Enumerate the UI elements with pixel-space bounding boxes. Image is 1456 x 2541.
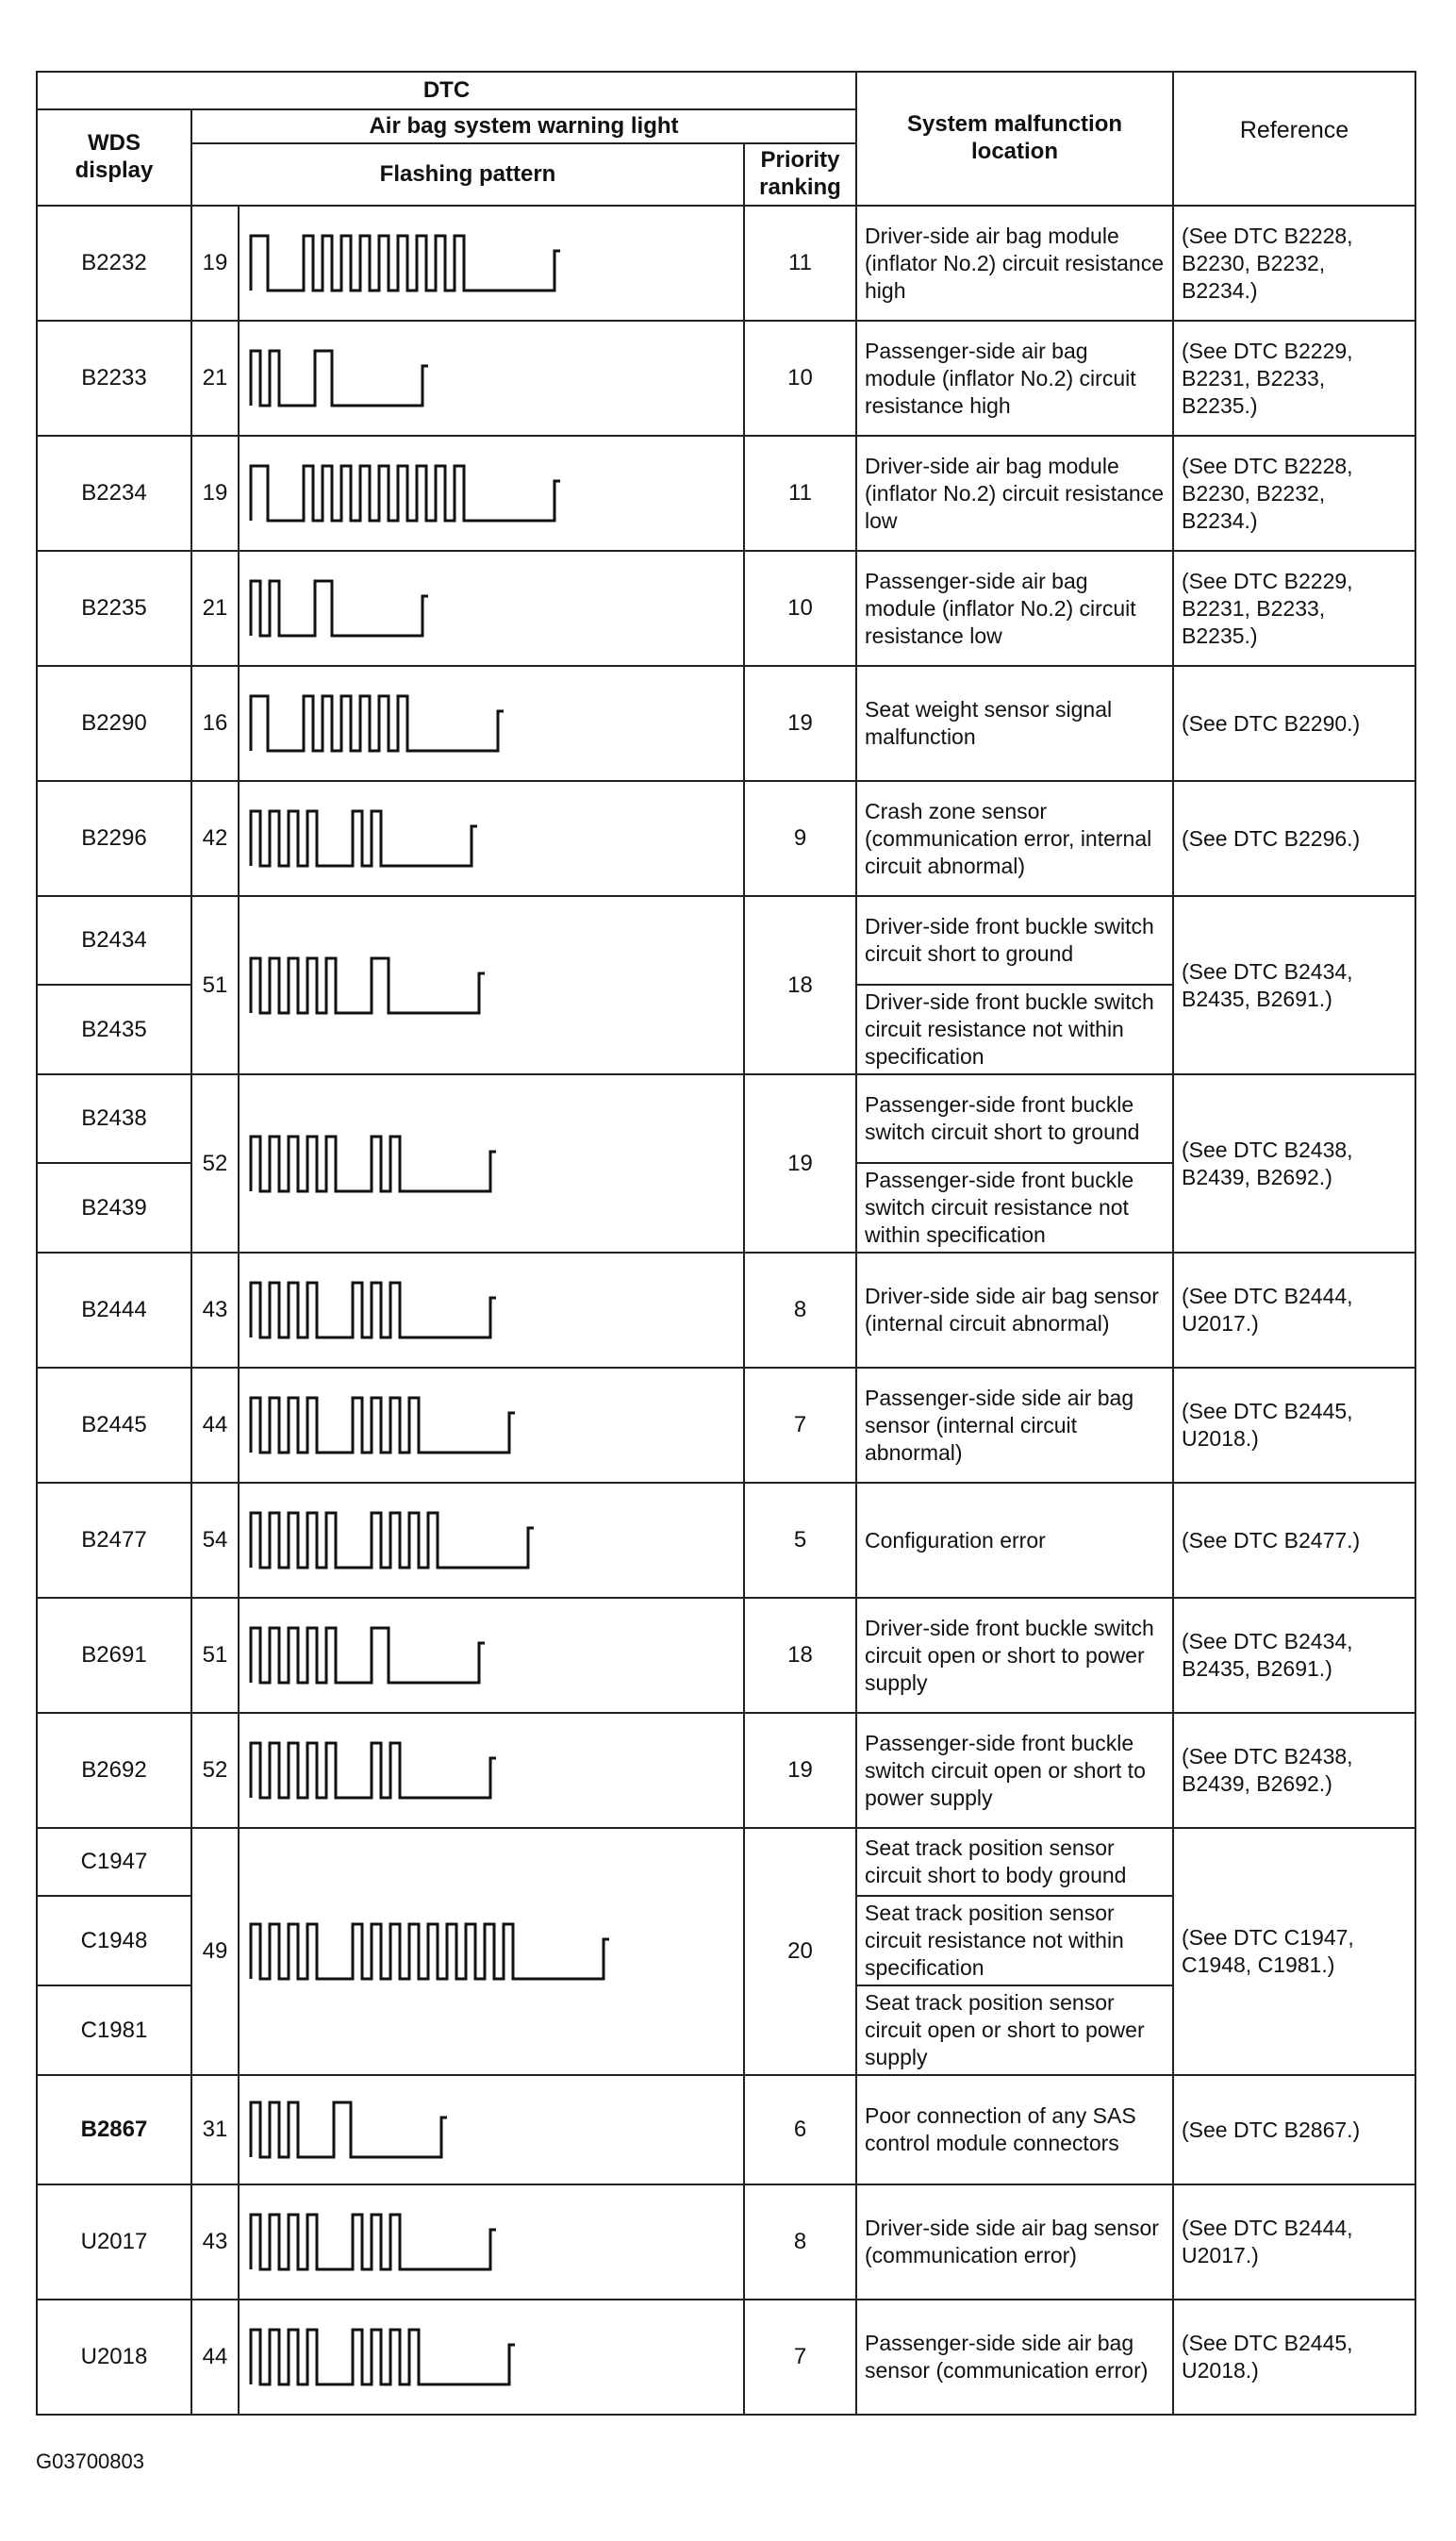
priority-cell: 20: [744, 1828, 856, 2075]
flashing-pattern-waveform: [245, 1915, 736, 1988]
reference-header: Reference: [1173, 72, 1415, 206]
flash-count-cell: 44: [191, 1368, 239, 1483]
warning-light-header: Air bag system warning light: [191, 109, 856, 143]
flashing-pattern-waveform: [245, 1619, 736, 1692]
wds-code-cell: B2235: [37, 551, 191, 666]
reference-cell: (See DTC B2296.): [1173, 781, 1415, 896]
priority-cell: 8: [744, 2184, 856, 2300]
wds-code-cell: B2691: [37, 1598, 191, 1713]
flashing-pattern-cell: [239, 896, 744, 1074]
priority-cell: 11: [744, 206, 856, 321]
reference-cell: (See DTC B2867.): [1173, 2075, 1415, 2184]
flashing-pattern-waveform: [245, 572, 736, 645]
table-row: [37, 1713, 1415, 1828]
malfunction-location-cell: Crash zone sensor (communication error, internal circuit abnormal): [856, 781, 1173, 896]
waveform-line: [251, 466, 560, 521]
flash-count-cell: 42: [191, 781, 239, 896]
waveform-line: [251, 1743, 496, 1798]
flashing-pattern-header: Flashing pattern: [191, 143, 744, 206]
reference-cell: (See DTC B2444, U2017.): [1173, 1253, 1415, 1368]
wds-code-cell: B2435: [37, 985, 191, 1074]
wds-code-cell: B2445: [37, 1368, 191, 1483]
waveform-line: [251, 351, 428, 406]
table-row: [37, 551, 1415, 666]
waveform-line: [251, 2215, 496, 2269]
wds-code-cell: B2692: [37, 1713, 191, 1828]
flash-count-cell: 21: [191, 551, 239, 666]
wds-code-cell: U2017: [37, 2184, 191, 2300]
flash-count-cell: 43: [191, 1253, 239, 1368]
reference-cell: (See DTC B2445, U2018.): [1173, 1368, 1415, 1483]
reference-cell: (See DTC B2477.): [1173, 1483, 1415, 1598]
dtc-table-body: [37, 206, 1415, 2415]
table-row: [37, 436, 1415, 551]
malfunction-location-cell: Driver-side front buckle switch circuit open or short to power supply: [856, 1598, 1173, 1713]
flash-count-cell: 44: [191, 2300, 239, 2415]
flashing-pattern-cell: [239, 551, 744, 666]
reference-cell: (See DTC C1947, C1948, C1981.): [1173, 1828, 1415, 2075]
reference-cell: (See DTC B2434, B2435, B2691.): [1173, 1598, 1415, 1713]
malfunction-location-cell: Seat weight sensor signal malfunction: [856, 666, 1173, 781]
wds-code-cell: U2018: [37, 2300, 191, 2415]
reference-cell: (See DTC B2229, B2231, B2233, B2235.): [1173, 321, 1415, 436]
waveform-line: [251, 811, 477, 866]
malfunction-location-cell: Driver-side air bag module (inflator No.2) circuit resistance high: [856, 206, 1173, 321]
wds-code-cell: B2234: [37, 436, 191, 551]
flashing-pattern-cell: [239, 2075, 744, 2184]
table-row: [37, 2075, 1415, 2184]
flashing-pattern-waveform: [245, 687, 736, 760]
reference-cell: (See DTC B2438, B2439, B2692.): [1173, 1713, 1415, 1828]
reference-cell: (See DTC B2445, U2018.): [1173, 2300, 1415, 2415]
flashing-pattern-cell: [239, 206, 744, 321]
priority-cell: 19: [744, 666, 856, 781]
flashing-pattern-waveform: [245, 226, 736, 300]
wds-code-cell: B2434: [37, 896, 191, 985]
flashing-pattern-waveform: [245, 1503, 736, 1577]
reference-cell: (See DTC B2290.): [1173, 666, 1415, 781]
malfunction-location-cell: Driver-side side air bag sensor (internal circuit abnormal): [856, 1253, 1173, 1368]
waveform-line: [251, 236, 560, 291]
table-row: [37, 1598, 1415, 1713]
flashing-pattern-cell: [239, 2300, 744, 2415]
flash-count-cell: 21: [191, 321, 239, 436]
reference-cell: (See DTC B2438, B2439, B2692.): [1173, 1074, 1415, 1253]
flashing-pattern-cell: [239, 781, 744, 896]
table-row: [37, 2184, 1415, 2300]
waveform-line: [251, 1137, 496, 1191]
table-row: [37, 896, 1415, 985]
flash-count-cell: 54: [191, 1483, 239, 1598]
flash-count-cell: 49: [191, 1828, 239, 2075]
malfunction-location-cell: Passenger-side side air bag sensor (internal circuit abnormal): [856, 1368, 1173, 1483]
waveform-line: [251, 1924, 609, 1979]
reference-cell: (See DTC B2228, B2230, B2232, B2234.): [1173, 436, 1415, 551]
reference-cell: (See DTC B2444, U2017.): [1173, 2184, 1415, 2300]
flash-count-cell: 16: [191, 666, 239, 781]
malfunction-location-cell: Passenger-side air bag module (inflator No.2) circuit resistance high: [856, 321, 1173, 436]
malfunction-location-cell: Seat track position sensor circuit open or short to power supply: [856, 1985, 1173, 2075]
priority-cell: 6: [744, 2075, 856, 2184]
flash-count-cell: 51: [191, 896, 239, 1074]
flashing-pattern-cell: [239, 321, 744, 436]
flashing-pattern-cell: [239, 1483, 744, 1598]
wds-code-cell: B2444: [37, 1253, 191, 1368]
waveform-line: [251, 1398, 515, 1453]
flashing-pattern-cell: [239, 1713, 744, 1828]
waveform-line: [251, 581, 428, 636]
priority-ranking-header: Priority ranking: [744, 143, 856, 206]
wds-code-cell: C1981: [37, 1985, 191, 2075]
table-row: [37, 206, 1415, 321]
priority-cell: 7: [744, 2300, 856, 2415]
flashing-pattern-cell: [239, 2184, 744, 2300]
wds-code-cell: B2867: [37, 2075, 191, 2184]
reference-cell: (See DTC B2434, B2435, B2691.): [1173, 896, 1415, 1074]
priority-cell: 19: [744, 1074, 856, 1253]
table-row: [37, 781, 1415, 896]
priority-cell: 7: [744, 1368, 856, 1483]
priority-cell: 5: [744, 1483, 856, 1598]
priority-cell: 8: [744, 1253, 856, 1368]
table-row: [37, 1483, 1415, 1598]
wds-code-cell: B2233: [37, 321, 191, 436]
flash-count-cell: 52: [191, 1074, 239, 1253]
flashing-pattern-waveform: [245, 802, 736, 875]
malfunction-location-cell: Passenger-side air bag module (inflator No.2) circuit resistance low: [856, 551, 1173, 666]
malfunction-location-cell: Passenger-side side air bag sensor (communication error): [856, 2300, 1173, 2415]
priority-cell: 10: [744, 551, 856, 666]
table-row: [37, 2300, 1415, 2415]
flashing-pattern-waveform: [245, 2320, 736, 2394]
flashing-pattern-cell: [239, 1368, 744, 1483]
flashing-pattern-waveform: [245, 341, 736, 415]
table-row: [37, 1074, 1415, 1163]
waveform-line: [251, 2330, 515, 2384]
flashing-pattern-cell: [239, 1598, 744, 1713]
waveform-line: [251, 2102, 447, 2157]
flashing-pattern-cell: [239, 1828, 744, 2075]
flashing-pattern-waveform: [245, 2205, 736, 2279]
wds-code-cell: B2296: [37, 781, 191, 896]
malfunction-location-cell: Driver-side front buckle switch circuit resistance not within specification: [856, 985, 1173, 1074]
flashing-pattern-cell: [239, 436, 744, 551]
malfunction-location-cell: Driver-side side air bag sensor (communication error): [856, 2184, 1173, 2300]
location-header: System malfunction location: [856, 72, 1173, 206]
flash-count-cell: 19: [191, 436, 239, 551]
flashing-pattern-waveform: [245, 1273, 736, 1347]
flashing-pattern-waveform: [245, 2093, 736, 2167]
flashing-pattern-waveform: [245, 949, 736, 1022]
malfunction-location-cell: Seat track position sensor circuit resistance not within specification: [856, 1896, 1173, 1985]
flashing-pattern-waveform: [245, 1734, 736, 1807]
table-row: [37, 666, 1415, 781]
table-row: [37, 1253, 1415, 1368]
flash-count-cell: 31: [191, 2075, 239, 2184]
wds-code-cell: B2290: [37, 666, 191, 781]
waveform-line: [251, 696, 504, 751]
figure-id: G03700803: [36, 2450, 144, 2473]
wds-code-cell: C1948: [37, 1896, 191, 1985]
flashing-pattern-cell: [239, 666, 744, 781]
waveform-line: [251, 1283, 496, 1337]
flash-count-cell: 19: [191, 206, 239, 321]
malfunction-location-cell: Passenger-side front buckle switch circuit resistance not within specification: [856, 1163, 1173, 1253]
wds-code-cell: B2439: [37, 1163, 191, 1253]
flashing-pattern-waveform: [245, 1127, 736, 1201]
priority-cell: 9: [744, 781, 856, 896]
table-row: [37, 1828, 1415, 1896]
flash-count-cell: 51: [191, 1598, 239, 1713]
priority-cell: 19: [744, 1713, 856, 1828]
table-row: [37, 321, 1415, 436]
waveform-line: [251, 1513, 534, 1568]
reference-cell: (See DTC B2229, B2231, B2233, B2235.): [1173, 551, 1415, 666]
flashing-pattern-cell: [239, 1074, 744, 1253]
priority-cell: 18: [744, 1598, 856, 1713]
wds-display-header: WDS display: [37, 109, 191, 206]
flashing-pattern-waveform: [245, 457, 736, 530]
malfunction-location-cell: Passenger-side front buckle switch circuit short to ground: [856, 1074, 1173, 1163]
priority-cell: 11: [744, 436, 856, 551]
table-row: [37, 1368, 1415, 1483]
malfunction-location-cell: Driver-side front buckle switch circuit short to ground: [856, 896, 1173, 985]
wds-code-cell: B2232: [37, 206, 191, 321]
reference-cell: (See DTC B2228, B2230, B2232, B2234.): [1173, 206, 1415, 321]
priority-cell: 10: [744, 321, 856, 436]
priority-cell: 18: [744, 896, 856, 1074]
wds-code-cell: C1947: [37, 1828, 191, 1896]
flash-count-cell: 43: [191, 2184, 239, 2300]
flashing-pattern-cell: [239, 1253, 744, 1368]
wds-code-cell: B2477: [37, 1483, 191, 1598]
malfunction-location-cell: Poor connection of any SAS control module connectors: [856, 2075, 1173, 2184]
malfunction-location-cell: Configuration error: [856, 1483, 1173, 1598]
malfunction-location-cell: Seat track position sensor circuit short to body ground: [856, 1828, 1173, 1896]
flash-count-cell: 52: [191, 1713, 239, 1828]
malfunction-location-cell: Driver-side air bag module (inflator No.2) circuit resistance low: [856, 436, 1173, 551]
waveform-line: [251, 958, 485, 1013]
flashing-pattern-waveform: [245, 1388, 736, 1462]
wds-code-cell: B2438: [37, 1074, 191, 1163]
waveform-line: [251, 1628, 485, 1683]
dtc-table: [36, 71, 1416, 2416]
dtc-header: DTC: [37, 72, 856, 109]
malfunction-location-cell: Passenger-side front buckle switch circuit open or short to power supply: [856, 1713, 1173, 1828]
